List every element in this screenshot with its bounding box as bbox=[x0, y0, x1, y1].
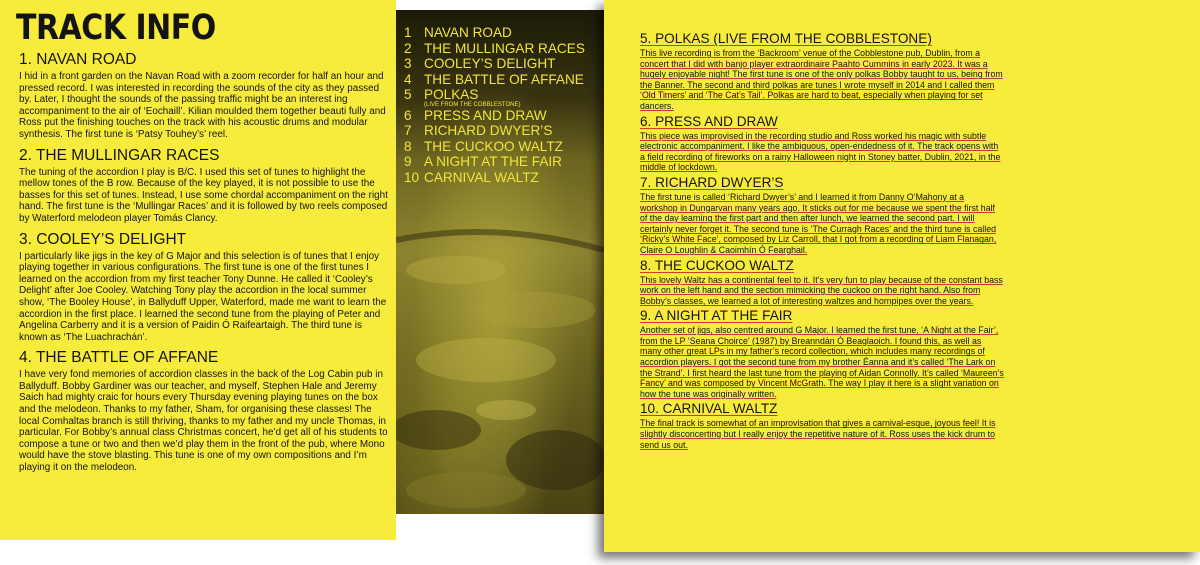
right-page bbox=[604, 0, 1200, 552]
tracklist-item bbox=[404, 25, 585, 41]
section-body: This piece was improvised in the recording studio and Ross worked his magic with subtle electronic accompaniment. I like the ambiguous, open-endedness of it. The track opens with a field recording of fireworks on a rainy Halloween night in Stoney batter, Dublin, 2021, in the middle of lockdown. bbox=[640, 130, 1001, 173]
track-title: CARNIVAL WALTZ bbox=[424, 169, 539, 185]
track-number: 4 bbox=[404, 71, 412, 87]
track-number: 6 bbox=[404, 107, 412, 123]
tracklist bbox=[404, 25, 585, 185]
section-heading: 7. RICHARD DWYER’S bbox=[640, 174, 784, 190]
section-heading: 8. THE CUCKOO WALTZ bbox=[640, 257, 794, 273]
track-number: 2 bbox=[404, 40, 412, 56]
track-title: POLKAS bbox=[424, 87, 479, 102]
track-title: A NIGHT AT THE FAIR bbox=[424, 154, 562, 169]
left-page bbox=[0, 0, 396, 540]
section-heading: 5. POLKAS (LIVE FROM THE COBBLESTONE) bbox=[640, 31, 932, 46]
track-title: PRESS AND DRAW bbox=[424, 107, 547, 123]
tracklist-item bbox=[404, 41, 585, 57]
track-number: 8 bbox=[404, 138, 412, 154]
section-body: Another set of jigs, also centred around G Major. I learned the first tune, ‘A Night at the Fair’, from the LP ‘Seana Choirce’ (1987) by Breanndán Ó Beaglaoich. I found this, as well as many other great LPs in my father’s record collection, which includes many recordings of accordion players. I got the second tune from my brother Éanna and it’s called ‘The Lark on the Strand’. I first heard the last tune from the playing of Aidan Connolly. It’s called ‘Maureen’s Fancy’ and was composed by Vincent McGrath. The way I play it here is a slight variation on how the tune was originally written. bbox=[640, 325, 1004, 399]
track-title: RICHARD DWYER’S bbox=[424, 123, 553, 138]
track-number: 7 bbox=[404, 123, 412, 138]
section-body: The tuning of the accordion I play is B/C. I used this set of tunes to highlight the mellow tones of the B row. Because of the key played, it is not possible to use the basses for this set of tunes. Instead, I use some chordal accompaniment on the right hand. The first tune is the ‘Mullingar Races’ and it is followed by two reels composed by Waterford melodeon player Tomás Clancy. bbox=[19, 166, 388, 224]
track-number: 9 bbox=[404, 154, 412, 169]
section-heading: 1. NAVAN ROAD bbox=[19, 51, 137, 68]
track-title: THE CUCKOO WALTZ bbox=[424, 138, 563, 154]
section-heading: 9. A NIGHT AT THE FAIR bbox=[640, 308, 793, 324]
section-body: The final track is somewhat of an improvisation that gives a carnival-esque, joyous feel! It is slightly disconcerting but I really enjoy the repetitive nature of it. Ross uses the kick drum to send us out. bbox=[640, 418, 996, 450]
tracklist-item bbox=[404, 123, 585, 139]
track-title: THE BATTLE OF AFFANE bbox=[424, 71, 584, 87]
section-body: This lovely Waltz has a continental feel to it. It’s very fun to play because of the constant bass work on the left hand and the section mimicking the cuckoo on the right hand. Also from Bobby’s classes, we learned a lot of interesting waltzes and hornpipes over the years. bbox=[640, 274, 1003, 306]
section-heading: 4. THE BATTLE OF AFFANE bbox=[19, 349, 219, 367]
section-body: I particularly like jigs in the key of G Major and this selection is of tunes that I enjoy playing together in various configurations. The first tune is one of the first tunes I learned on the accordion from my first teacher Tony Dunne. He called it ‘Cooley’s Delight’ after Joe Cooley. Watching Tony play the accordion in the local summer show, ‘The Booley House’, in Ballyduff Upper, Waterford, made me want to learn the accordion in the first place. I learned the second tune from the playing of Peter and Angelina Carberry and it is a version of Paidin Ó Raifeartaigh. The third tune is known as ‘The Luachrachán’. bbox=[19, 250, 387, 343]
track-number: 1 bbox=[404, 25, 412, 40]
section-heading: 3. COOLEY’S DELIGHT bbox=[19, 230, 187, 248]
tracklist-item bbox=[404, 87, 585, 108]
track-title: NAVAN ROAD bbox=[424, 25, 512, 40]
tracklist-item bbox=[404, 170, 585, 186]
track-title: COOLEY’S DELIGHT bbox=[424, 56, 556, 71]
left-track-notes bbox=[19, 50, 389, 479]
track-number: 5 bbox=[404, 87, 412, 102]
track-subtitle: (LIVE FROM THE COBBLESTONE) bbox=[424, 101, 521, 108]
tracklist-item bbox=[404, 154, 585, 170]
section-heading: 6. PRESS AND DRAW bbox=[640, 113, 778, 129]
tracklist-item bbox=[404, 56, 585, 72]
tracklist-item bbox=[404, 72, 585, 88]
track-title: THE MULLINGAR RACES bbox=[424, 40, 585, 56]
section-heading: 10. CARNIVAL WALTZ bbox=[640, 401, 778, 417]
right-track-notes bbox=[640, 31, 1004, 452]
section-heading: 2. THE MULLINGAR RACES bbox=[19, 146, 220, 164]
track-number: 10 bbox=[404, 169, 420, 185]
section-body: This live recording is from the ‘Backroom’ venue of the Cobblestone pub, Dublin, from a concert that I did with banjo player extraordinaire Paahto Cummins in early 2023. It was a hugely enjoyable night! The first tune is one of the only polkas Bobby taught to us, being from the Banner. The second and third polkas are tunes I wrote myself in 2014 and I called them ‘Old Timers’ and ‘The Cat’s Tail’. Polkas are hard to beat, especially when playing for set dancers. bbox=[640, 48, 1003, 111]
track-number: 3 bbox=[404, 56, 412, 71]
page-title: TRACK INFO bbox=[16, 8, 216, 49]
tracklist-item bbox=[404, 108, 585, 124]
tracklist-item bbox=[404, 139, 585, 155]
section-body: I have very fond memories of accordion classes in the back of the Log Cabin pub in Ballyduff. Bobby Gardiner was our teacher, and myself, Stephen Hale and Jeremy Saich had mighty craic for hours every Thursday evening playing tunes on the box and the melodeon. Thanks to my father, Sham, for organising these classes! The local Comhaltas branch is still thriving, thanks to my father and my uncle Thomas, in particular. For Bobby’s annual class Christmas concert, he’d get all of his students to compose a tune or two and then we’d play them in the front of the pub, where Mono would have the stove blasting. This tune is one of my own compositions and I’m playing it on the melodeon. bbox=[19, 369, 388, 474]
cover-photo bbox=[396, 10, 604, 514]
section-body: The first tune is called ‘Richard Dwyer’s’ and I learned it from Danny O’Mahony at a workshop in Dungarvan many years ago. It sticks out for me because we spent the first half of the day learning the first part and then after lunch, we learned the second part. I will certainly never forget it. The second tune is ‘The Curragh Races’ and the third tune is called ‘Ricky’s White Face’, composed by Liz Carroll, that I got from a recording of Liam Flanagan, Claire O Loughlin & Caoimhín Ó Fearghail. bbox=[640, 191, 997, 255]
section-body: I hid in a front garden on the Navan Road with a zoom recorder for half an hour and pressed record. I was interested in recording the sounds of the city as they passed by. Later, I thought the sounds of the passing traffic might be an interest ing accompaniment to the air of ‘Eochaill’. Kilian moulded them together beauti fully and Ross put the finishing touches on the track with his acoustic drums and modular synthesis. The first tune is ‘Patsy Touhey’s’ reel. bbox=[19, 71, 386, 140]
